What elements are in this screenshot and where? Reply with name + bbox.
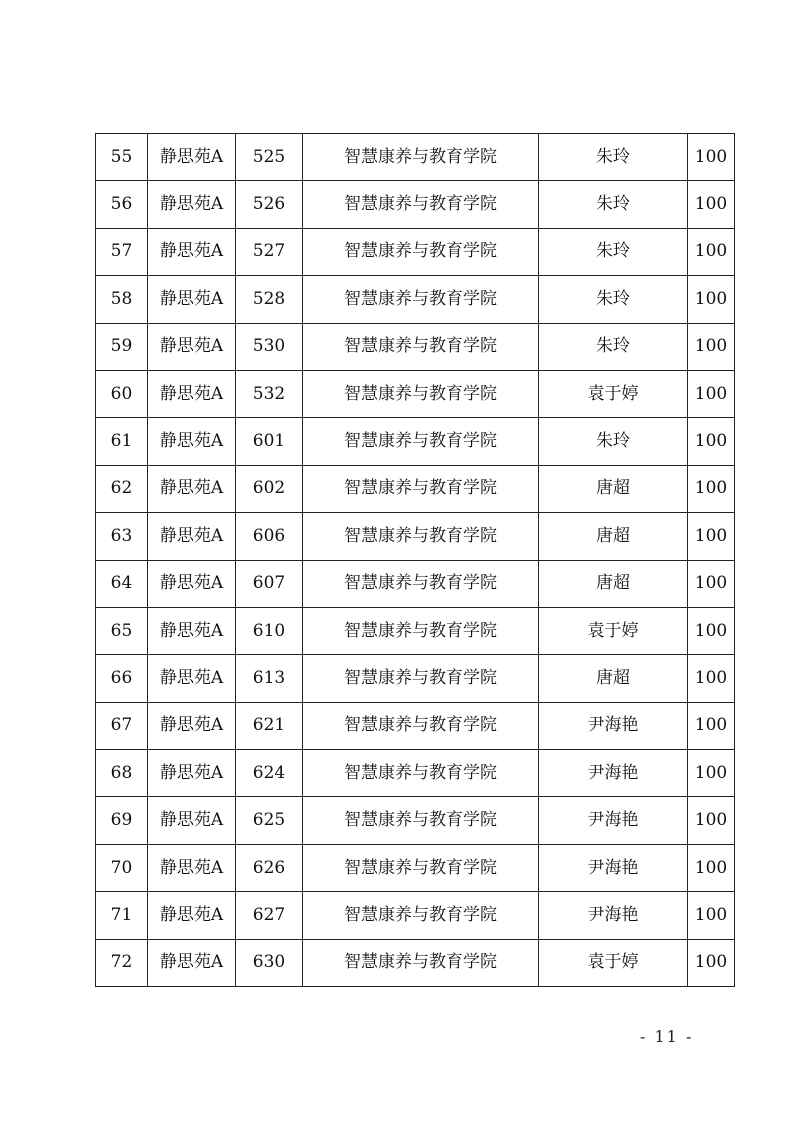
building-cell: 静思苑A xyxy=(148,228,236,275)
room-number-cell: 528 xyxy=(236,276,303,323)
room-number-cell: 606 xyxy=(236,513,303,560)
row-number-cell: 64 xyxy=(96,560,148,607)
score-cell: 100 xyxy=(688,655,735,702)
college-cell: 智慧康养与教育学院 xyxy=(303,939,539,986)
room-number-cell: 610 xyxy=(236,607,303,654)
college-cell: 智慧康养与教育学院 xyxy=(303,655,539,702)
building-cell: 静思苑A xyxy=(148,939,236,986)
college-cell: 智慧康养与教育学院 xyxy=(303,560,539,607)
row-number-cell: 58 xyxy=(96,276,148,323)
table-row xyxy=(96,465,735,512)
teacher-cell: 朱玲 xyxy=(539,323,688,370)
row-number-cell: 68 xyxy=(96,750,148,797)
building-cell: 静思苑A xyxy=(148,513,236,560)
building-cell: 静思苑A xyxy=(148,750,236,797)
college-cell: 智慧康养与教育学院 xyxy=(303,323,539,370)
score-cell: 100 xyxy=(688,560,735,607)
table-row xyxy=(96,323,735,370)
row-number-cell: 61 xyxy=(96,418,148,465)
room-number-cell: 527 xyxy=(236,228,303,275)
teacher-cell: 尹海艳 xyxy=(539,844,688,891)
row-number-cell: 66 xyxy=(96,655,148,702)
building-cell: 静思苑A xyxy=(148,607,236,654)
score-cell: 100 xyxy=(688,323,735,370)
row-number-cell: 62 xyxy=(96,465,148,512)
college-cell: 智慧康养与教育学院 xyxy=(303,228,539,275)
room-number-cell: 525 xyxy=(236,134,303,181)
teacher-cell: 唐超 xyxy=(539,513,688,560)
table-row xyxy=(96,750,735,797)
score-cell: 100 xyxy=(688,892,735,939)
dormitory-score-table xyxy=(95,133,735,987)
college-cell: 智慧康养与教育学院 xyxy=(303,134,539,181)
row-number-cell: 69 xyxy=(96,797,148,844)
table-row xyxy=(96,655,735,702)
college-cell: 智慧康养与教育学院 xyxy=(303,370,539,417)
teacher-cell: 唐超 xyxy=(539,655,688,702)
building-cell: 静思苑A xyxy=(148,797,236,844)
building-cell: 静思苑A xyxy=(148,560,236,607)
row-number-cell: 65 xyxy=(96,607,148,654)
room-number-cell: 613 xyxy=(236,655,303,702)
score-cell: 100 xyxy=(688,607,735,654)
college-cell: 智慧康养与教育学院 xyxy=(303,702,539,749)
college-cell: 智慧康养与教育学院 xyxy=(303,892,539,939)
row-number-cell: 57 xyxy=(96,228,148,275)
score-cell: 100 xyxy=(688,228,735,275)
teacher-cell: 袁于婷 xyxy=(539,939,688,986)
teacher-cell: 袁于婷 xyxy=(539,607,688,654)
table-row xyxy=(96,797,735,844)
teacher-cell: 朱玲 xyxy=(539,181,688,228)
building-cell: 静思苑A xyxy=(148,323,236,370)
table-row xyxy=(96,607,735,654)
building-cell: 静思苑A xyxy=(148,702,236,749)
table-body xyxy=(96,134,735,987)
row-number-cell: 70 xyxy=(96,844,148,891)
teacher-cell: 尹海艳 xyxy=(539,892,688,939)
table-row xyxy=(96,276,735,323)
teacher-cell: 唐超 xyxy=(539,465,688,512)
table-row xyxy=(96,844,735,891)
teacher-cell: 尹海艳 xyxy=(539,797,688,844)
room-number-cell: 630 xyxy=(236,939,303,986)
teacher-cell: 朱玲 xyxy=(539,228,688,275)
row-number-cell: 67 xyxy=(96,702,148,749)
table-row xyxy=(96,418,735,465)
table-row xyxy=(96,892,735,939)
score-cell: 100 xyxy=(688,276,735,323)
building-cell: 静思苑A xyxy=(148,465,236,512)
college-cell: 智慧康养与教育学院 xyxy=(303,418,539,465)
teacher-cell: 尹海艳 xyxy=(539,750,688,797)
score-cell: 100 xyxy=(688,702,735,749)
page-number: - 11 - xyxy=(640,1027,694,1046)
score-cell: 100 xyxy=(688,750,735,797)
teacher-cell: 唐超 xyxy=(539,560,688,607)
table-row xyxy=(96,134,735,181)
room-number-cell: 530 xyxy=(236,323,303,370)
row-number-cell: 71 xyxy=(96,892,148,939)
score-cell: 100 xyxy=(688,465,735,512)
row-number-cell: 55 xyxy=(96,134,148,181)
building-cell: 静思苑A xyxy=(148,892,236,939)
building-cell: 静思苑A xyxy=(148,134,236,181)
score-cell: 100 xyxy=(688,939,735,986)
college-cell: 智慧康养与教育学院 xyxy=(303,513,539,560)
table-row xyxy=(96,702,735,749)
building-cell: 静思苑A xyxy=(148,418,236,465)
room-number-cell: 532 xyxy=(236,370,303,417)
college-cell: 智慧康养与教育学院 xyxy=(303,844,539,891)
score-cell: 100 xyxy=(688,513,735,560)
table-row xyxy=(96,560,735,607)
table-row xyxy=(96,370,735,417)
score-cell: 100 xyxy=(688,370,735,417)
building-cell: 静思苑A xyxy=(148,276,236,323)
score-cell: 100 xyxy=(688,844,735,891)
college-cell: 智慧康养与教育学院 xyxy=(303,607,539,654)
building-cell: 静思苑A xyxy=(148,655,236,702)
row-number-cell: 60 xyxy=(96,370,148,417)
teacher-cell: 朱玲 xyxy=(539,418,688,465)
building-cell: 静思苑A xyxy=(148,181,236,228)
room-number-cell: 526 xyxy=(236,181,303,228)
table-row xyxy=(96,228,735,275)
college-cell: 智慧康养与教育学院 xyxy=(303,750,539,797)
college-cell: 智慧康养与教育学院 xyxy=(303,181,539,228)
score-cell: 100 xyxy=(688,134,735,181)
room-number-cell: 626 xyxy=(236,844,303,891)
college-cell: 智慧康养与教育学院 xyxy=(303,797,539,844)
room-number-cell: 624 xyxy=(236,750,303,797)
room-number-cell: 607 xyxy=(236,560,303,607)
score-cell: 100 xyxy=(688,797,735,844)
college-cell: 智慧康养与教育学院 xyxy=(303,465,539,512)
room-number-cell: 601 xyxy=(236,418,303,465)
row-number-cell: 63 xyxy=(96,513,148,560)
row-number-cell: 72 xyxy=(96,939,148,986)
teacher-cell: 朱玲 xyxy=(539,276,688,323)
row-number-cell: 59 xyxy=(96,323,148,370)
teacher-cell: 尹海艳 xyxy=(539,702,688,749)
row-number-cell: 56 xyxy=(96,181,148,228)
room-number-cell: 621 xyxy=(236,702,303,749)
table-row xyxy=(96,939,735,986)
room-number-cell: 602 xyxy=(236,465,303,512)
room-number-cell: 625 xyxy=(236,797,303,844)
teacher-cell: 朱玲 xyxy=(539,134,688,181)
teacher-cell: 袁于婷 xyxy=(539,370,688,417)
table-row xyxy=(96,181,735,228)
score-cell: 100 xyxy=(688,181,735,228)
score-cell: 100 xyxy=(688,418,735,465)
building-cell: 静思苑A xyxy=(148,370,236,417)
building-cell: 静思苑A xyxy=(148,844,236,891)
table-row xyxy=(96,513,735,560)
room-number-cell: 627 xyxy=(236,892,303,939)
college-cell: 智慧康养与教育学院 xyxy=(303,276,539,323)
